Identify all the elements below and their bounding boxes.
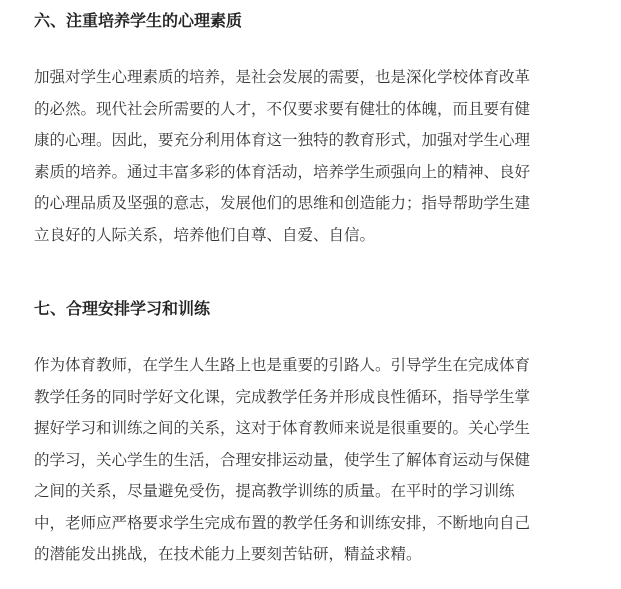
paragraph-line: 之间的关系，尽量避免受伤，提高教学训练的质量。在平时的学习训练: [34, 482, 515, 500]
paragraph-line: 中，老师应严格要求学生完成布置的教学任务和训练安排，不断地向自己: [34, 513, 531, 532]
paragraph-line: 的潜能发出挑战，在技术能力上要刻苦钻研，精益求精。: [34, 545, 422, 563]
section-paragraph-7: [34, 350, 594, 571]
paragraph-line: 作为体育教师，在学生人生路上也是重要的引路人。引导学生在完成体育: [34, 356, 531, 374]
section-heading-6: 六、注重培养学生的心理素质: [34, 11, 243, 30]
paragraph-line: 教学任务的同时学好文化课，完成教学任务并形成良性循环，指导学生掌: [34, 387, 531, 406]
paragraph-line: 的必然。现代社会所需要的人才，不仅要求要有健壮的体魄，而且要有健: [34, 99, 531, 118]
paragraph-line: 的心理品质及坚强的意志，发展他们的思维和创造能力；指导帮助学生建: [34, 194, 531, 212]
paragraph-line: 素质的培养。通过丰富多彩的体育活动，培养学生顽强向上的精神、良好: [34, 162, 531, 181]
paragraph-line: 加强对学生心理素质的培养，是社会发展的需要，也是深化学校体育改革: [34, 68, 531, 86]
paragraph-line: 康的心理。因此，要充分利用体育这一独特的教育形式，加强对学生心理: [34, 131, 531, 149]
paragraph-line: 握好学习和训练之间的关系，这对于体育教师来说是很重要的。关心学生: [34, 419, 531, 437]
paragraph-line: 的学习，关心学生的生活，合理安排运动量，使学生了解体育运动与保健: [34, 450, 531, 469]
section-heading-7: 七、合理安排学习和训练: [34, 299, 211, 318]
section-paragraph-6: [34, 62, 594, 251]
paragraph-line: 立良好的人际关系，培养他们自尊、自爱、自信。: [34, 225, 376, 244]
